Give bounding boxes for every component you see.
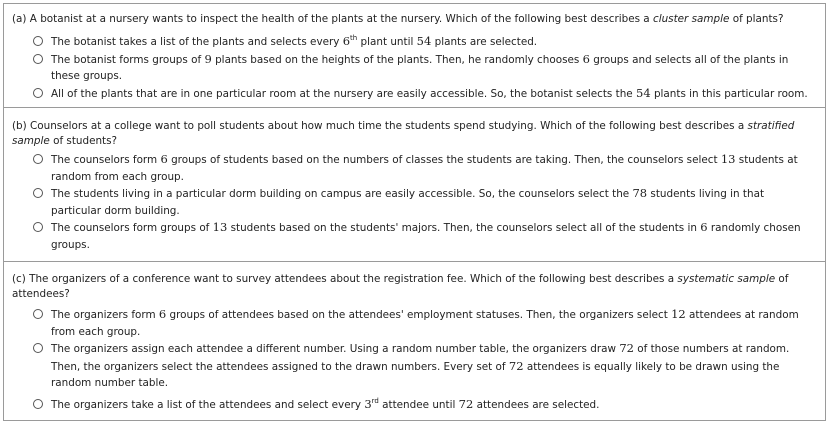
option-c3[interactable]: The organizers take a list of the attendees and select every 3rd attendee until 72 attendees are selected. <box>4 396 825 414</box>
question-a <box>4 4 825 108</box>
option-b2[interactable]: The students living in a particular dorm building on campus are easily accessible. So, the counselors select the 78 students living in that particular dorm building. <box>4 185 825 219</box>
option-c1[interactable]: The organizers form 6 groups of attendees based on the attendees' employment statuses. Then, the organizers select 12 attendees at random from each group. <box>4 306 825 340</box>
radio-button[interactable] <box>33 399 43 409</box>
question-frame <box>3 3 826 421</box>
question-b-prompt: (b) Counselors at a college want to poll students about how much time the students spend studying. Which of the following best describes a stratified sample of students? <box>12 120 795 147</box>
option-c2[interactable]: The organizers assign each attendee a different number. Using a random number table, the organizers draw 72 of those numbers at random. Then, the organizers select the attendees assigned to the drawn numbers. Every set of 72 attendees is equally likely to be drawn using the random number table. <box>4 340 825 392</box>
option-a3[interactable]: All of the plants that are in one particular room at the nursery are easily accessible. So, the botanist selects the 54 plants in this particular room. <box>4 85 825 103</box>
radio-button[interactable] <box>33 54 43 64</box>
radio-button[interactable] <box>33 309 43 319</box>
question-a-prompt: (a) A botanist at a nursery wants to inspect the health of the plants at the nursery. Which of the following best describes a cluster sample of plants? <box>12 13 784 25</box>
radio-button[interactable] <box>33 154 43 164</box>
question-c-prompt: (c) The organizers of a conference want to survey attendees about the registration fee. Which of the following best describes a systematic sample of attendees? <box>12 273 789 300</box>
question-c <box>4 262 825 420</box>
option-a1[interactable]: The botanist takes a list of the plants and selects every 6th plant until 54 plants are selected. <box>4 33 825 51</box>
option-b3[interactable]: The counselors form groups of 13 students based on the students' majors. Then, the counselors select all of the students in 6 randomly chosen groups. <box>4 219 825 253</box>
radio-button[interactable] <box>33 188 43 198</box>
option-a2[interactable]: The botanist forms groups of 9 plants based on the heights of the plants. Then, he randomly chooses 6 groups and selects all of the plants in these groups. <box>4 51 825 85</box>
option-b1[interactable]: The counselors form 6 groups of students based on the numbers of classes the students are taking. Then, the counselors select 13 students at random from each group. <box>4 151 825 185</box>
question-b <box>4 108 825 262</box>
radio-button[interactable] <box>33 343 43 353</box>
radio-button[interactable] <box>33 222 43 232</box>
radio-button[interactable] <box>33 36 43 46</box>
radio-button[interactable] <box>33 88 43 98</box>
